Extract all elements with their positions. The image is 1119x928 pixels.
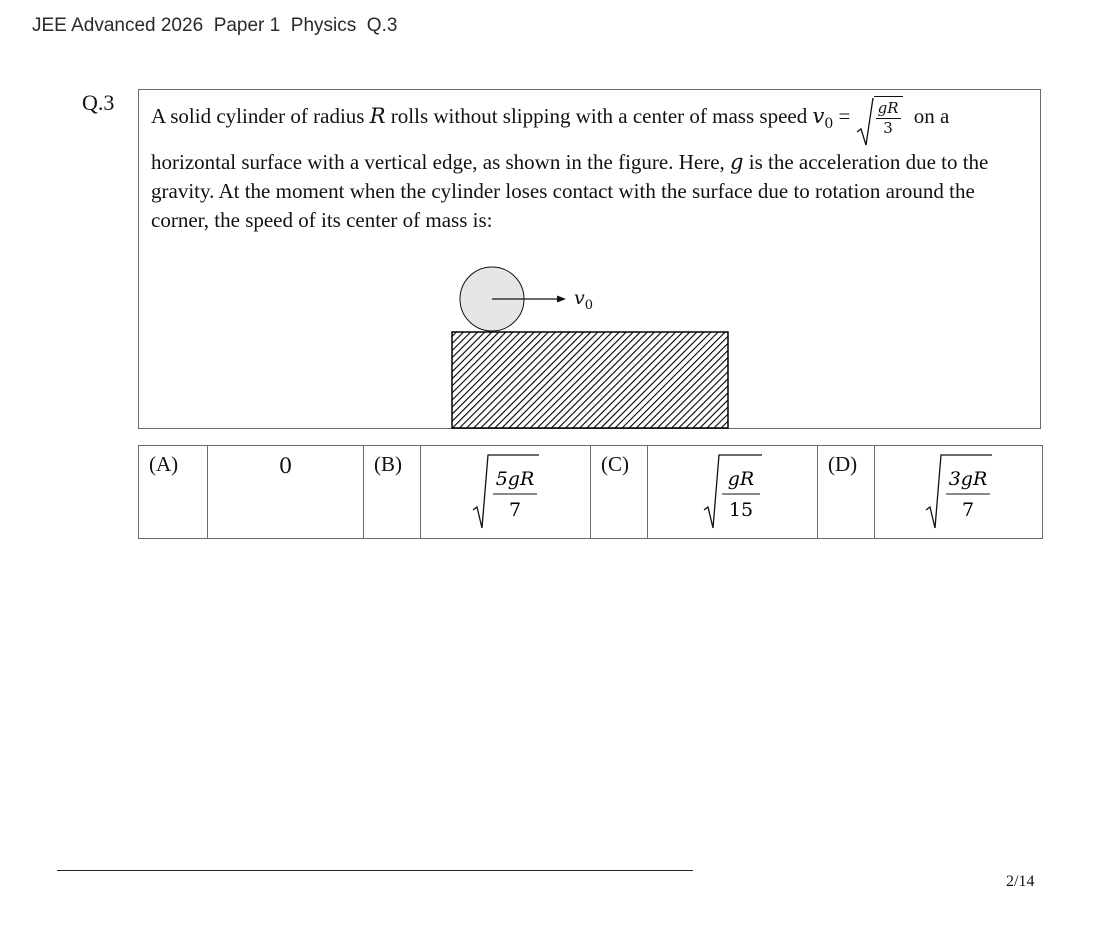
sqrt-5gR-over-7: [471, 452, 541, 530]
equals-sign: =: [833, 104, 856, 128]
fraction-numerator: gR: [877, 99, 899, 117]
variable-R: R: [369, 104, 386, 128]
option-a-value[interactable]: [208, 446, 364, 539]
option-b-numerator: 5gR: [495, 468, 534, 490]
arrow-head-icon: [557, 296, 566, 303]
variable-g: g: [730, 150, 744, 174]
cylinder-figure: [451, 266, 731, 430]
option-c-value[interactable]: [648, 446, 818, 539]
variable-v0: [812, 102, 833, 139]
option-b-label[interactable]: (B): [364, 446, 421, 539]
text-segment: horizontal surface with a vertical edge, as shown in the figure. Here,: [151, 150, 731, 174]
question-line-1: [151, 99, 1035, 148]
footer-divider: [57, 870, 693, 871]
option-a-text: 0: [278, 454, 293, 478]
variable-v: v: [812, 104, 825, 128]
text-segment: on a: [908, 104, 950, 128]
question-box: [138, 89, 1041, 429]
velocity-label: $v_0$: [574, 287, 594, 313]
question-line-2: [151, 148, 1035, 235]
text-segment: rolls without slipping with a center of mass speed: [385, 104, 813, 128]
fraction-denominator: 3: [883, 119, 893, 137]
option-d-denominator: 7: [961, 499, 974, 521]
option-c-label[interactable]: (C): [591, 446, 648, 539]
sqrt-3gR-over-7: [924, 452, 994, 530]
sqrt-gR-over-3: [856, 96, 903, 148]
page-header: JEE Advanced 2026 Paper 1 Physics Q.3: [32, 15, 398, 36]
sqrt-gR-over-15: [702, 452, 764, 530]
option-c-denominator: 15: [728, 499, 753, 521]
option-b-denominator: 7: [508, 499, 521, 521]
option-c-numerator: gR: [727, 468, 754, 490]
page-number: 2/14: [1006, 873, 1035, 890]
text-segment: is the acceleration due to the gravity. At the moment when the cylinder loses contact with the surface due to rotation around the corner, the speed of its center of mass is:: [151, 150, 989, 232]
subscript-0: 0: [824, 116, 834, 133]
hatched-block: [452, 332, 728, 428]
option-d-numerator: 3gR: [948, 468, 987, 490]
option-d-value[interactable]: [875, 446, 1043, 539]
question-text: [151, 99, 1035, 235]
sqrt-symbol-icon: [856, 96, 874, 148]
text-segment: A solid cylinder of radius: [151, 104, 370, 128]
option-d-label[interactable]: (D): [818, 446, 875, 539]
options-table: [138, 445, 1043, 539]
option-a-label[interactable]: (A): [139, 446, 208, 539]
question-number: Q.3: [82, 90, 115, 115]
option-b-value[interactable]: [421, 446, 591, 539]
